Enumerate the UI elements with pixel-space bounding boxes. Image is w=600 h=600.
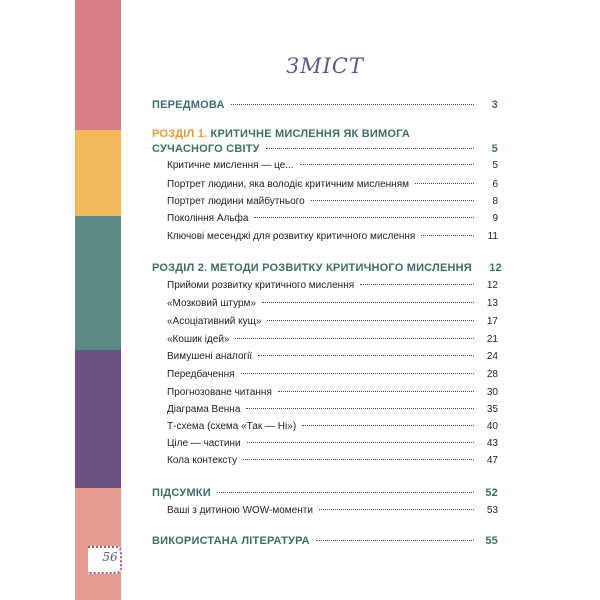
toc-entry-label: «Асоціативний кущ» bbox=[167, 316, 262, 327]
dot-leader bbox=[246, 407, 474, 409]
toc-entry-label: Портрет людини, яка володіє критичним мисленням bbox=[167, 179, 409, 190]
toc-entry[interactable] bbox=[167, 213, 498, 224]
toc-entry-page: 52 bbox=[485, 487, 498, 499]
toc-entry-page: 47 bbox=[486, 455, 498, 466]
toc-entry[interactable] bbox=[167, 160, 498, 171]
section2-prefix: РОЗДІЛ 2. bbox=[152, 262, 208, 274]
toc-entry-page: 8 bbox=[492, 196, 498, 207]
toc-entry-label: «Кошик ідей» bbox=[167, 334, 230, 345]
toc-entry-page: 9 bbox=[492, 213, 498, 224]
toc-entry[interactable] bbox=[167, 404, 498, 415]
toc-entry[interactable] bbox=[167, 316, 498, 327]
toc-entry-page: 55 bbox=[485, 535, 498, 547]
toc-entry[interactable] bbox=[167, 334, 498, 345]
toc-entry-label: Портрет людини майбутнього bbox=[167, 196, 305, 207]
dot-leader bbox=[302, 424, 474, 426]
toc-entry-label: ВИКОРИСТАНА ЛІТЕРАТУРА bbox=[152, 535, 310, 547]
toc-entry-page: 13 bbox=[486, 298, 498, 309]
page-number: 56 bbox=[102, 550, 118, 564]
dot-leader bbox=[311, 199, 474, 201]
toc-entry-label: Ціле — частини bbox=[167, 438, 241, 449]
toc-entry[interactable] bbox=[167, 179, 498, 190]
toc-entry-page: 5 bbox=[492, 160, 498, 171]
dot-leader bbox=[300, 163, 474, 165]
toc-entry-page: 30 bbox=[486, 387, 498, 398]
toc-entry[interactable] bbox=[167, 421, 498, 432]
dot-leader bbox=[241, 372, 474, 374]
toc-entry-label: Ваші з дитиною WOW-моменти bbox=[167, 505, 313, 516]
toc-entry-page: 35 bbox=[486, 404, 498, 415]
toc-entry-page: 53 bbox=[486, 505, 498, 516]
toc-entry-page: 6 bbox=[492, 179, 498, 190]
toc-entry-label: Критичне мислення — це... bbox=[167, 160, 294, 171]
dot-leader bbox=[243, 458, 474, 460]
toc-entry-page: 43 bbox=[486, 438, 498, 449]
toc-entry-summary[interactable] bbox=[152, 487, 498, 499]
toc-entry-page: 12 bbox=[486, 280, 498, 291]
dot-leader bbox=[254, 216, 474, 218]
yellow-stripe bbox=[75, 130, 121, 216]
section1-title-line2: СУЧАСНОГО СВІТУ bbox=[152, 143, 260, 155]
toc-entry-label: Передбачення bbox=[167, 369, 235, 380]
toc-entry[interactable] bbox=[167, 298, 498, 309]
toc-entry-label: ПІДСУМКИ bbox=[152, 487, 211, 499]
dot-leader bbox=[231, 103, 474, 105]
dot-leader bbox=[235, 337, 474, 339]
toc-entry-label: Покоління Альфа bbox=[167, 213, 249, 224]
section1-title-line1: КРИТИЧНЕ МИСЛЕННЯ ЯК ВИМОГА bbox=[210, 128, 410, 140]
section2-page: 12 bbox=[489, 262, 502, 274]
toc-entry-label: Прийоми розвитку критичного мислення bbox=[167, 280, 355, 291]
dot-leader bbox=[278, 390, 474, 392]
toc-entry-label: Т-схема (схема «Так — Ні») bbox=[167, 421, 297, 432]
color-band bbox=[75, 0, 121, 600]
toc-entry[interactable] bbox=[167, 438, 498, 449]
toc-entry-page: 11 bbox=[487, 231, 498, 242]
toc-entry-label: Вимушені аналогії bbox=[167, 351, 253, 362]
section1-prefix: РОЗДІЛ 1. bbox=[152, 128, 208, 140]
toc-entry[interactable] bbox=[167, 369, 498, 380]
section1-heading-line2[interactable] bbox=[152, 143, 498, 155]
toc-entry-label: Прогнозоване читання bbox=[167, 387, 272, 398]
dot-leader bbox=[316, 539, 474, 541]
toc-entry-foreword[interactable] bbox=[152, 99, 498, 111]
dot-leader bbox=[319, 508, 474, 510]
teal-stripe bbox=[75, 216, 121, 350]
dot-leader bbox=[421, 234, 474, 236]
toc-entry-page: 24 bbox=[486, 351, 498, 362]
dot-leader bbox=[217, 491, 474, 493]
dot-leader bbox=[267, 319, 474, 321]
toc-entry-label: ПЕРЕДМОВА bbox=[152, 99, 225, 111]
dot-leader bbox=[360, 283, 474, 285]
toc-entry-literature[interactable] bbox=[152, 535, 498, 547]
purple-stripe bbox=[75, 350, 121, 488]
page-title: ЗМІСТ bbox=[286, 54, 364, 78]
dot-leader bbox=[247, 441, 474, 443]
dot-leader bbox=[415, 182, 474, 184]
toc-entry[interactable] bbox=[167, 455, 498, 466]
toc-entry-page: 40 bbox=[486, 421, 498, 432]
toc-entry[interactable] bbox=[167, 280, 498, 291]
coral-stripe bbox=[75, 488, 121, 600]
section1-page: 5 bbox=[491, 143, 498, 155]
toc-entry[interactable] bbox=[167, 196, 498, 207]
toc-entry-page: 21 bbox=[486, 334, 498, 345]
dot-leader bbox=[258, 354, 474, 356]
dot-leader bbox=[262, 301, 474, 303]
toc-entry-page: 28 bbox=[486, 369, 498, 380]
section2-title: МЕТОДИ РОЗВИТКУ КРИТИЧНОГО МИСЛЕННЯ bbox=[210, 262, 472, 274]
section1-heading-line1[interactable] bbox=[152, 128, 498, 140]
toc-entry-label: Ключові месенджі для розвитку критичного мислення bbox=[167, 231, 416, 242]
toc-entry-label: «Мозковий штурм» bbox=[167, 298, 256, 309]
toc-entry-page: 17 bbox=[486, 316, 498, 327]
toc-entry[interactable] bbox=[167, 387, 498, 398]
toc-entry[interactable] bbox=[167, 231, 498, 242]
toc-entry-page: 3 bbox=[491, 99, 498, 111]
toc-entry[interactable] bbox=[167, 505, 498, 516]
toc-entry-label: Діаграма Венна bbox=[167, 404, 241, 415]
toc-entry[interactable] bbox=[167, 351, 498, 362]
toc-entry-label: Кола контексту bbox=[167, 455, 238, 466]
section2-heading[interactable] bbox=[152, 262, 502, 274]
dot-leader bbox=[266, 147, 474, 149]
